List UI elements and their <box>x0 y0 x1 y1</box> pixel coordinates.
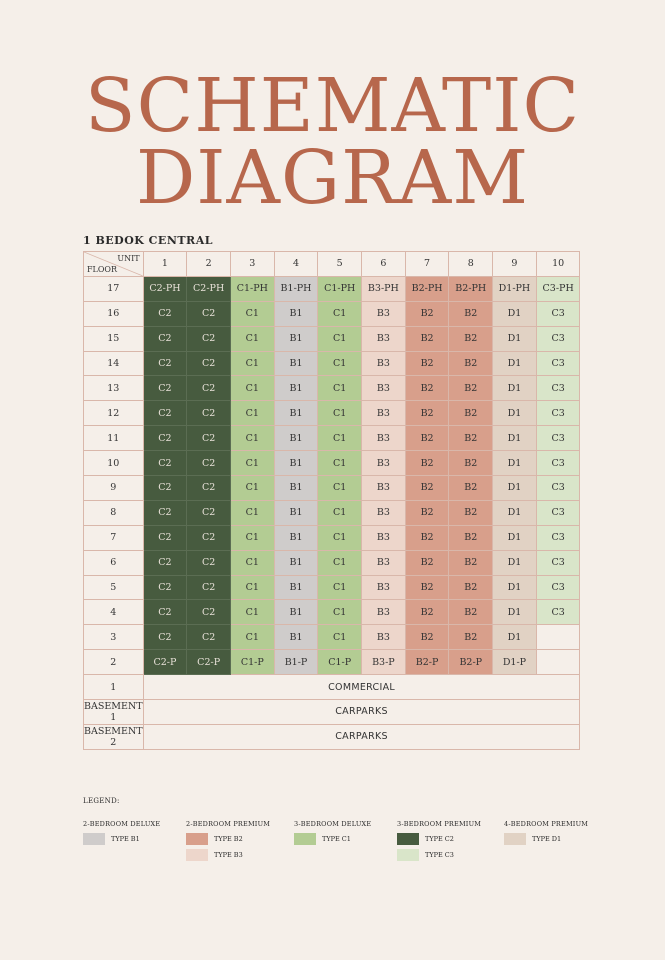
unit-cell: C1 <box>230 625 274 650</box>
unit-cell: C2 <box>187 326 231 351</box>
unit-cell: B2-PH <box>405 276 449 301</box>
unit-number-header: 5 <box>318 252 362 277</box>
unit-cell: B3 <box>362 401 406 426</box>
floor-number: BASEMENT 2 <box>84 725 143 748</box>
legend-swatch <box>294 833 316 845</box>
unit-cell: C1 <box>318 550 362 575</box>
unit-cell: C1 <box>318 575 362 600</box>
unit-cell: B2 <box>449 376 493 401</box>
unit-cell: C1 <box>318 376 362 401</box>
legend-group <box>397 820 481 865</box>
unit-cell: C2 <box>187 550 231 575</box>
unit-cell: B3 <box>362 500 406 525</box>
unit-cell: C2 <box>143 401 187 426</box>
floor-row <box>84 276 580 301</box>
legend-swatch <box>83 833 105 845</box>
unit-cell: C3 <box>536 451 580 476</box>
legend-item <box>186 849 270 861</box>
unit-cell: D1 <box>493 401 537 426</box>
unit-cell: C3 <box>536 550 580 575</box>
unit-cell: C2 <box>187 351 231 376</box>
unit-cell: B2 <box>449 451 493 476</box>
unit-cell: C1 <box>230 476 274 501</box>
floor-row <box>84 376 580 401</box>
unit-cell: C1 <box>230 525 274 550</box>
legend-title: LEGEND: <box>83 797 120 805</box>
unit-cell: D1 <box>493 426 537 451</box>
unit-cell: C2 <box>187 476 231 501</box>
unit-cell: B2 <box>449 575 493 600</box>
unit-cell: C2 <box>143 500 187 525</box>
unit-cell: B2 <box>449 625 493 650</box>
unit-cell: B2 <box>449 600 493 625</box>
legend-item <box>504 833 588 845</box>
unit-cell: B3 <box>362 476 406 501</box>
floor-row <box>84 351 580 376</box>
unit-cell: C1 <box>230 301 274 326</box>
unit-cell: C1 <box>230 550 274 575</box>
unit-cell: B2 <box>405 476 449 501</box>
legend-group <box>83 820 160 849</box>
unit-cell: C1 <box>318 401 362 426</box>
floor-row <box>84 625 580 650</box>
unit-cell: B2 <box>405 426 449 451</box>
unit-cell: D1 <box>493 550 537 575</box>
legend-item <box>397 849 481 861</box>
unit-cell: B2 <box>405 351 449 376</box>
unit-cell: C2 <box>143 301 187 326</box>
unit-cell: B2-PH <box>449 276 493 301</box>
unit-cell: C2 <box>143 476 187 501</box>
unit-number-header: 4 <box>274 252 318 277</box>
floor-number: 14 <box>84 351 144 376</box>
unit-cell: B1 <box>274 401 318 426</box>
floor-row <box>84 301 580 326</box>
unit-cell: C1-P <box>318 650 362 675</box>
unit-cell: C2 <box>187 401 231 426</box>
unit-cell: C2-PH <box>143 276 187 301</box>
legend-group-heading: 2-BEDROOM PREMIUM <box>186 820 271 828</box>
legend-group <box>504 820 588 849</box>
floor-row <box>84 476 580 501</box>
floor-number: 11 <box>84 426 144 451</box>
unit-cell: C1 <box>230 600 274 625</box>
unit-cell: B3 <box>362 351 406 376</box>
unit-cell: C2 <box>187 426 231 451</box>
legend-group-heading: 2-BEDROOM DELUXE <box>83 820 161 828</box>
unit-cell: C2 <box>143 326 187 351</box>
unit-cell: B2-P <box>405 650 449 675</box>
legend-label: TYPE B3 <box>214 851 243 859</box>
floor-use-cell: COMMERCIAL <box>143 675 580 700</box>
legend-swatch <box>504 833 526 845</box>
unit-label: UNIT <box>117 254 140 263</box>
unit-cell: B2 <box>449 326 493 351</box>
unit-cell: C2 <box>187 600 231 625</box>
title-line-1: SCHEMATIC <box>84 63 581 149</box>
floor-row <box>84 326 580 351</box>
unit-cell: C3 <box>536 351 580 376</box>
unit-cell: B1 <box>274 550 318 575</box>
unit-cell: C3 <box>536 301 580 326</box>
unit-cell: B2-P <box>449 650 493 675</box>
legend-group-heading: 4-BEDROOM PREMIUM <box>504 820 589 828</box>
legend-group-heading: 3-BEDROOM PREMIUM <box>397 820 482 828</box>
unit-cell: C3 <box>536 525 580 550</box>
legend-swatch <box>397 849 419 861</box>
floor-row <box>84 500 580 525</box>
floor-row <box>84 426 580 451</box>
unit-cell: C2 <box>143 376 187 401</box>
floor-label: FLOOR <box>87 264 118 274</box>
unit-cell: C1 <box>318 301 362 326</box>
unit-cell: D1 <box>493 625 537 650</box>
unit-cell: C2 <box>143 525 187 550</box>
unit-cell: C1 <box>318 351 362 376</box>
floor-row <box>84 575 580 600</box>
unit-cell: C2 <box>187 376 231 401</box>
unit-cell: C1 <box>318 625 362 650</box>
unit-cell: B3 <box>362 301 406 326</box>
lower-floor-row <box>84 724 580 749</box>
legend-group-heading: 3-BEDROOM DELUXE <box>294 820 372 828</box>
empty-cell <box>536 650 580 675</box>
legend-item <box>83 833 160 845</box>
unit-cell: C2 <box>143 550 187 575</box>
unit-cell: C3 <box>536 401 580 426</box>
unit-cell: C2-P <box>187 650 231 675</box>
legend-swatch <box>397 833 419 845</box>
unit-cell: B2 <box>449 401 493 426</box>
legend-item <box>294 833 371 845</box>
floor-number: 4 <box>84 600 144 625</box>
unit-cell: C2 <box>187 625 231 650</box>
unit-cell: B2 <box>449 525 493 550</box>
unit-cell: B1 <box>274 301 318 326</box>
floor-number: 2 <box>84 650 144 675</box>
unit-cell: B1 <box>274 426 318 451</box>
unit-number-header: 9 <box>493 252 537 277</box>
unit-cell: D1 <box>493 600 537 625</box>
unit-cell: B3 <box>362 600 406 625</box>
unit-cell: B2 <box>405 600 449 625</box>
floor-number: 16 <box>84 301 144 326</box>
legend-label: TYPE C3 <box>425 851 454 859</box>
unit-cell: C1 <box>230 426 274 451</box>
lower-floor-row <box>84 675 580 700</box>
unit-cell: D1-PH <box>493 276 537 301</box>
unit-cell: B3 <box>362 451 406 476</box>
unit-cell: C1-PH <box>230 276 274 301</box>
unit-number-header: 2 <box>187 252 231 277</box>
unit-cell: D1 <box>493 476 537 501</box>
unit-cell: B2 <box>405 525 449 550</box>
unit-cell: B1 <box>274 376 318 401</box>
unit-cell: B1 <box>274 500 318 525</box>
unit-cell: B2 <box>449 301 493 326</box>
floor-number: 1 <box>84 675 144 700</box>
legend-item <box>186 833 270 845</box>
lower-floor-row <box>84 700 580 725</box>
unit-cell: B2 <box>405 500 449 525</box>
unit-number-header: 10 <box>536 252 580 277</box>
floor-number: 12 <box>84 401 144 426</box>
unit-cell: B2 <box>449 550 493 575</box>
unit-cell: C3 <box>536 326 580 351</box>
unit-cell: C1 <box>318 426 362 451</box>
unit-cell: B2 <box>405 550 449 575</box>
unit-cell: B1 <box>274 326 318 351</box>
unit-cell: B3 <box>362 326 406 351</box>
unit-cell: B1 <box>274 525 318 550</box>
unit-cell: C1 <box>318 600 362 625</box>
unit-floor-corner <box>84 252 144 277</box>
unit-cell: D1 <box>493 376 537 401</box>
legend-label: TYPE C2 <box>425 835 454 843</box>
legend-swatch <box>186 833 208 845</box>
legend-group <box>294 820 371 849</box>
unit-number-header: 6 <box>362 252 406 277</box>
unit-cell: D1 <box>493 326 537 351</box>
legend-label: TYPE B2 <box>214 835 243 843</box>
floor-row <box>84 550 580 575</box>
floor-number: 5 <box>84 575 144 600</box>
unit-cell: B2 <box>449 351 493 376</box>
unit-cell: C2 <box>143 351 187 376</box>
unit-cell: C1 <box>230 351 274 376</box>
floor-number: 13 <box>84 376 144 401</box>
unit-cell: B2 <box>449 500 493 525</box>
unit-cell: C1 <box>318 525 362 550</box>
unit-cell: C2 <box>187 301 231 326</box>
unit-cell: B1-P <box>274 650 318 675</box>
floor-number: 10 <box>84 451 144 476</box>
unit-cell: C1 <box>230 500 274 525</box>
unit-cell: C2 <box>187 451 231 476</box>
floor-number: 15 <box>84 326 144 351</box>
unit-cell: C1-PH <box>318 276 362 301</box>
floor-use-cell: CARPARKS <box>143 700 580 725</box>
unit-cell: B2 <box>405 625 449 650</box>
legend-swatch <box>186 849 208 861</box>
unit-cell: C1 <box>318 451 362 476</box>
floor-row <box>84 401 580 426</box>
unit-cell: D1 <box>493 500 537 525</box>
floor-row <box>84 650 580 675</box>
unit-cell: C1 <box>230 376 274 401</box>
header-row <box>84 252 580 277</box>
floor-number: 17 <box>84 276 144 301</box>
unit-cell: C2 <box>143 451 187 476</box>
unit-cell: C2 <box>187 525 231 550</box>
unit-cell: B3 <box>362 550 406 575</box>
legend-label: TYPE D1 <box>532 835 562 843</box>
floor-row <box>84 525 580 550</box>
legend-group <box>186 820 270 865</box>
legend-item <box>397 833 481 845</box>
unit-cell: C1 <box>230 451 274 476</box>
project-name: 1 BEDOK CENTRAL <box>83 234 213 247</box>
unit-cell: C1-P <box>230 650 274 675</box>
unit-cell: B1 <box>274 451 318 476</box>
unit-cell: C3 <box>536 476 580 501</box>
unit-cell: C1 <box>230 401 274 426</box>
unit-number-header: 7 <box>405 252 449 277</box>
unit-cell: D1-P <box>493 650 537 675</box>
unit-cell: C3 <box>536 376 580 401</box>
unit-cell: B1 <box>274 476 318 501</box>
empty-cell <box>536 625 580 650</box>
unit-number-header: 3 <box>230 252 274 277</box>
unit-cell: D1 <box>493 575 537 600</box>
unit-cell: C2-P <box>143 650 187 675</box>
unit-cell: B2 <box>449 476 493 501</box>
floor-row <box>84 451 580 476</box>
unit-cell: D1 <box>493 351 537 376</box>
unit-cell: C2-PH <box>187 276 231 301</box>
floor-number: BASEMENT 1 <box>84 700 143 723</box>
title-line-2: DIAGRAM <box>135 135 530 221</box>
unit-cell: B2 <box>405 326 449 351</box>
unit-cell: D1 <box>493 525 537 550</box>
unit-cell: B2 <box>405 451 449 476</box>
unit-cell: B3 <box>362 525 406 550</box>
unit-cell: B2 <box>405 575 449 600</box>
unit-number-header: 8 <box>449 252 493 277</box>
unit-cell: C2 <box>143 600 187 625</box>
unit-cell: C3 <box>536 600 580 625</box>
legend-label: TYPE C1 <box>322 835 351 843</box>
unit-cell: B2 <box>405 401 449 426</box>
unit-cell: B3-PH <box>362 276 406 301</box>
floor-number: 7 <box>84 525 144 550</box>
unit-cell: B1 <box>274 575 318 600</box>
unit-cell: C1 <box>318 476 362 501</box>
unit-cell: B3 <box>362 625 406 650</box>
unit-cell: C3 <box>536 426 580 451</box>
unit-number-header: 1 <box>143 252 187 277</box>
legend-label: TYPE B1 <box>111 835 140 843</box>
unit-cell: C2 <box>143 625 187 650</box>
unit-cell: B3 <box>362 575 406 600</box>
unit-cell: C2 <box>187 500 231 525</box>
floor-row <box>84 600 580 625</box>
unit-cell: B1 <box>274 600 318 625</box>
unit-cell: C2 <box>143 426 187 451</box>
unit-cell: C1 <box>230 575 274 600</box>
unit-cell: C2 <box>143 575 187 600</box>
unit-cell: B1-PH <box>274 276 318 301</box>
floor-number: 9 <box>84 476 144 501</box>
unit-cell: C3-PH <box>536 276 580 301</box>
unit-cell: B3-P <box>362 650 406 675</box>
unit-cell: C3 <box>536 575 580 600</box>
unit-cell: B2 <box>405 301 449 326</box>
unit-cell: C3 <box>536 500 580 525</box>
unit-cell: C1 <box>230 326 274 351</box>
unit-cell: C1 <box>318 500 362 525</box>
unit-cell: B3 <box>362 426 406 451</box>
unit-cell: B2 <box>449 426 493 451</box>
floor-number: 3 <box>84 625 144 650</box>
floor-number: 8 <box>84 500 144 525</box>
schematic-table <box>83 251 580 750</box>
unit-cell: D1 <box>493 451 537 476</box>
unit-cell: B1 <box>274 351 318 376</box>
unit-cell: B2 <box>405 376 449 401</box>
unit-cell: C2 <box>187 575 231 600</box>
unit-cell: B1 <box>274 625 318 650</box>
floor-number: 6 <box>84 550 144 575</box>
unit-cell: B3 <box>362 376 406 401</box>
unit-cell: C1 <box>318 326 362 351</box>
unit-cell: D1 <box>493 301 537 326</box>
floor-use-cell: CARPARKS <box>143 724 580 749</box>
